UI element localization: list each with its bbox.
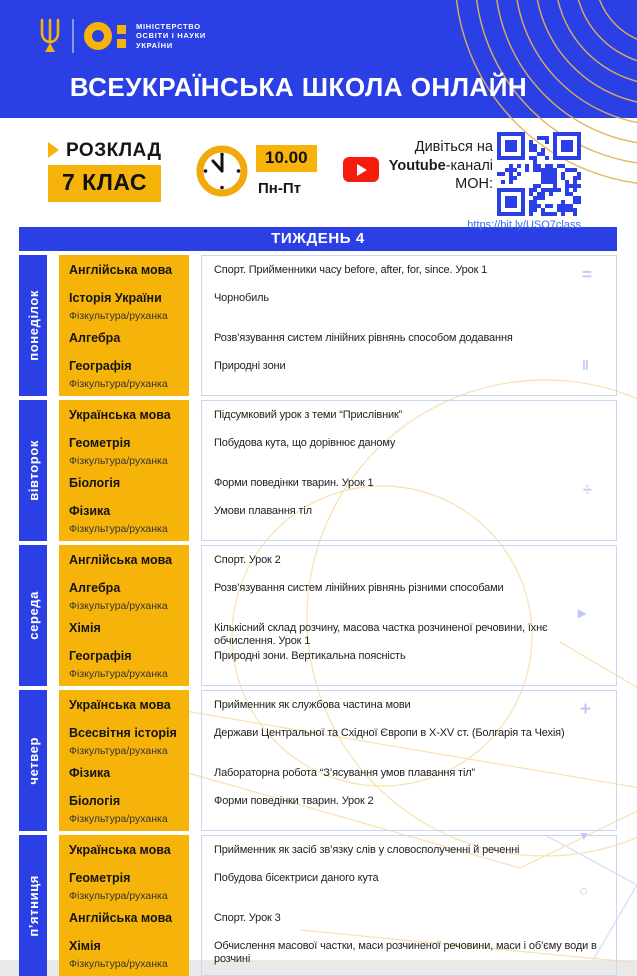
header <box>0 0 637 118</box>
topic-cell: Лабораторна робота “З’ясування умов плавання тіл” <box>214 767 476 779</box>
topic-cell: Спорт. Урок 2 <box>214 554 281 566</box>
topic-cell: Умови плавання тіл <box>214 505 312 517</box>
topic-cell: Побудова бісектриси даного кута <box>214 872 379 884</box>
subjects-column <box>59 545 189 686</box>
schedule <box>19 227 617 976</box>
play-triangle-icon: ▸ <box>578 605 587 622</box>
subject-cell: Англійська мова <box>69 553 173 567</box>
subject-cell: Англійська мова <box>69 911 173 925</box>
logo-divider <box>72 19 74 53</box>
topic-cell <box>214 746 604 767</box>
week-header: ТИЖДЕНЬ 4 <box>19 227 617 251</box>
subject-cell: Історія України <box>69 291 162 305</box>
topic-cell: Підсумковий урок з теми “Прислівник” <box>214 409 403 421</box>
plus-icon: + <box>580 699 592 720</box>
topic-cell: Прийменник як засіб зв’язку слів у словосполученні й реченні <box>214 844 520 856</box>
topic-cell: Чорнобиль <box>214 292 270 304</box>
pe-cell: Фізкультура/руханка <box>69 958 168 970</box>
subject-cell: Українська мова <box>69 698 171 712</box>
pe-cell: Фізкультура/руханка <box>69 523 168 535</box>
topics-column <box>201 400 617 541</box>
ministry-name: МІНІСТЕРСТВО ОСВІТИ І НАУКИ УКРАЇНИ <box>136 21 206 50</box>
day-name: вівторок <box>25 440 41 501</box>
page-title: ВСЕУКРАЇНСЬКА ШКОЛА ОНЛАЙН <box>69 72 528 102</box>
info-bar <box>0 118 637 231</box>
pe-cell: Фізкультура/руханка <box>69 668 168 680</box>
day-label <box>19 690 47 831</box>
topic-cell: Розв’язування систем лінійних рівнянь різними способами <box>214 582 504 594</box>
day-block-2 <box>19 545 617 686</box>
chevron-right-icon <box>48 142 59 158</box>
youtube-caption: Дивіться на Youtube-каналі МОН: <box>388 139 493 192</box>
subject-cell: Географія <box>69 359 132 373</box>
topic-cell: Форми поведінки тварин. Урок 1 <box>214 477 374 489</box>
weekdays-range: Пн-Пт <box>258 180 301 197</box>
day-block-1 <box>19 400 617 541</box>
pause-icon: ‖ <box>582 357 589 373</box>
days-list <box>19 255 617 976</box>
pe-cell: Фізкультура/руханка <box>69 310 168 322</box>
equals-icon: = <box>582 265 592 284</box>
topics-column <box>201 835 617 976</box>
topic-cell: Держави Центральної та Східної Європи в X-XV ст. (Болгарія та Чехія) <box>214 727 565 739</box>
pe-cell: Фізкультура/руханка <box>69 745 168 757</box>
topic-cell <box>214 311 604 332</box>
day-label <box>19 400 47 541</box>
subjects-column <box>59 835 189 976</box>
time-badge: 10.00 <box>256 145 317 172</box>
topics-column <box>201 690 617 831</box>
divide-icon: ÷ <box>583 482 592 499</box>
subject-cell: Англійська мова <box>69 263 173 277</box>
topic-cell: Форми поведінки тварин. Урок 2 <box>214 795 374 807</box>
day-label <box>19 255 47 396</box>
mon-logo-icon <box>84 22 126 50</box>
topic-cell: Природні зони. Вертикальна поясність <box>214 650 406 662</box>
pe-cell: Фізкультура/руханка <box>69 455 168 467</box>
circle-icon: ○ <box>579 883 589 900</box>
topic-cell: Прийменник як службова частина мови <box>214 699 411 711</box>
topic-cell: Обчислення масової частки, маси розчиненої речовини, маси і об’єму води в розчині <box>214 940 597 965</box>
pe-cell: Фізкультура/руханка <box>69 890 168 902</box>
subjects-column <box>59 400 189 541</box>
flag-icon: ▼ <box>578 829 590 843</box>
topic-cell <box>214 601 604 622</box>
subject-cell: Фізика <box>69 504 111 518</box>
topic-cell: Природні зони <box>214 360 286 372</box>
day-label <box>19 835 47 976</box>
topic-cell: Кількісний склад розчину, масова частка розчиненої речовини, їхнє обчислення. Урок 1 <box>214 622 548 647</box>
subject-cell: Всесвітня історія <box>69 726 177 740</box>
topic-cell: Побудова кута, що дорівнює даному <box>214 437 396 449</box>
pe-cell: Фізкультура/руханка <box>69 813 168 825</box>
clock-icon <box>196 145 248 197</box>
day-block-0 <box>19 255 617 396</box>
topics-column <box>201 545 617 686</box>
subject-cell: Біологія <box>69 476 121 490</box>
topics-column <box>201 255 617 396</box>
youtube-channel-link[interactable]: https://bit.ly/USO7class <box>467 219 581 231</box>
topic-cell: Розв’язування систем лінійних рівнянь способом додавання <box>214 332 513 344</box>
ministry-logo <box>38 18 206 54</box>
topic-cell: Спорт. Прийменники часу before, after, for, since. Урок 1 <box>214 264 488 276</box>
schedule-label: РОЗКЛАД <box>66 140 162 161</box>
day-label <box>19 545 47 686</box>
subject-cell: Географія <box>69 649 132 663</box>
subject-cell: Геометрія <box>69 871 131 885</box>
day-block-3 <box>19 690 617 831</box>
subjects-column <box>59 690 189 831</box>
day-name: четвер <box>25 736 41 785</box>
day-name: середа <box>25 591 41 640</box>
class-badge: 7 КЛАС <box>48 165 161 202</box>
subject-cell: Алгебра <box>69 331 121 345</box>
day-block-4 <box>19 835 617 976</box>
subject-cell: Фізика <box>69 766 111 780</box>
topic-cell <box>214 456 604 477</box>
subject-cell: Хімія <box>69 939 101 953</box>
subject-cell: Алгебра <box>69 581 121 595</box>
topic-cell: Спорт. Урок 3 <box>214 912 281 924</box>
qr-code <box>497 132 581 216</box>
subject-cell: Геометрія <box>69 436 131 450</box>
subject-cell: Українська мова <box>69 843 171 857</box>
pe-cell: Фізкультура/руханка <box>69 600 168 612</box>
subjects-column <box>59 255 189 396</box>
subject-cell: Біологія <box>69 794 121 808</box>
trident-icon <box>38 18 62 54</box>
topic-cell <box>214 891 604 912</box>
day-name: п’ятниця <box>25 874 41 937</box>
pe-cell: Фізкультура/руханка <box>69 378 168 390</box>
subject-cell: Хімія <box>69 621 101 635</box>
day-name: понеділок <box>25 290 41 361</box>
subject-cell: Українська мова <box>69 408 171 422</box>
